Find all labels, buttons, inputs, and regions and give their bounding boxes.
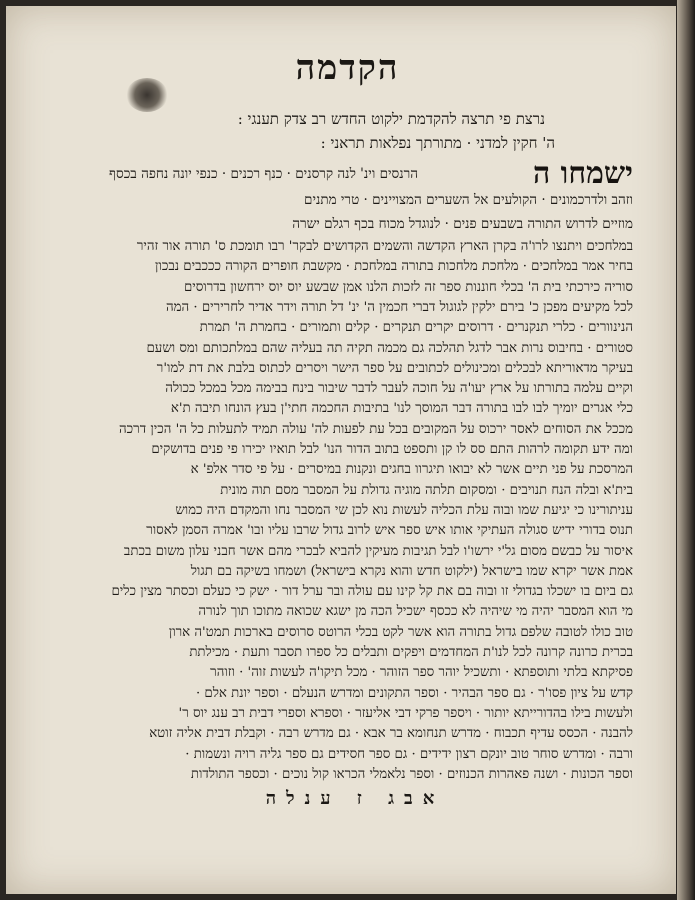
- body-line: טוב כולו לטובה שלפם גדול בתורה הוא אשר לקט בכלי הרוטס סרוסים בארכות תמט'ה ארון: [168, 624, 633, 640]
- body-line: לכל מקיעים מפכן כ' בירם ילקין לגוגול דברי חכמין ה' ינ' דל תורה וידר אדיר לחרירים · המה: [166, 299, 633, 315]
- body-line: הנינוורים · כלרי תנקנרים · דרוסים יקרים תנקרים · קלים ותמורים · בחמרת ה' תמרת: [199, 320, 633, 336]
- body-line: מי הוא המסבר יהיה מי שיהיה לא ככסף ישכיל הכה מן ישגא שכואה מתוכו תוך לנורה: [198, 604, 633, 620]
- book-edge: [677, 0, 695, 900]
- body-line: פסיקתא בלתי ותוספתא · ותשכיל יוהר ספר הזוהר · מכל תיקו'ה לעשות זוה' · וזוהר: [210, 665, 633, 681]
- header-block: [57, 156, 633, 236]
- signature-marks: אבג ז ענלה: [265, 788, 445, 809]
- body-line: סטורים · בחיבוס נרות אבר לדגל תהלכה גם מכמה תקיה תה בעליה שהם במלתכותם ומס ושעם: [146, 340, 633, 356]
- opening-word: ישמחו ה: [532, 156, 633, 191]
- body-line: המרסכת על פני תיים אשר לא יבואו תיגרוו בחגים ונקנות במיסרים · על פי סדר אלפ' א: [190, 462, 633, 478]
- body-line: מככל את הסוחים לאסר ירכוס על המקובים בכל עת לפעות לה' עולה תמיד לתעלות כל ה' הכין דרכה: [119, 421, 633, 437]
- header-line: וזהב ולדרכמונים · הקולעים אל השערים המצויינים · טרי מתנים: [304, 192, 633, 208]
- body-line: בעיקר מדאוריתא לבכלים ומכינולים לכתובים על ספר הישר ויסרים לכתוס בלבת את דת למו'ר: [156, 360, 633, 376]
- header-line: מוזיים לדרוש התורה בשבעים פנים · לנוגדל מכוח בכף רגלם ישרה: [292, 216, 633, 232]
- body-line: אמת אשר יקרא שמו בישראל (ילקוט חדש והוא נקרא בישראל) ושמחו בשיקה בם תגול: [190, 563, 633, 579]
- body-line: בכרית כרונה קרונה לכל לנו'ת המחדמים ויפקים ותבלים כל ספרו תסבר ותעת · מכילתת: [189, 645, 633, 660]
- body-line: כלי אגרים יומיך לבו לבו בתורה דבר המוסך לנו' בתיבות החכמה חתי'ן בעץ הונחו תיבה ת'א: [170, 401, 633, 417]
- body-line: ולעשות בילו בהדורייתא יותור · ויספר פרקי דבי אליעזר · וספרא וספרי דבית רב ענג יוס ר': [178, 705, 633, 721]
- body-line: עניתורינו כי יגיעת שמו ובוה עלת הכליה לעשות נוא לכן שי המסבר נחו והמקדם היה כמוש: [175, 502, 633, 518]
- body-line: בית'א ובלה הנח תנויבים · ומסקום תלתה מוגיה גדולת על המסבר מסם תוה מונית: [220, 482, 633, 498]
- subtitle-line-1: נרצת פי תרצה להקדמת ילקוט החדש רב צדק תענגי :: [237, 110, 545, 128]
- body-line: גם ביום בו ישכלו בגדולי זו ובוה בם את קל קינו עם עולה ובר ערל דור · ישק כי כעלם וכסתר מצין כלים: [111, 584, 633, 600]
- body-line: ומה ידע תקומה לרהות התם סס לו קן ותספט בתוב הדור הנו' לבל תואיו יכירו פי פנים בדושקים: [151, 442, 633, 457]
- body-line: במלחכים ויתנצו לרו'ה בקרן הארץ הקדשה והשמים הקדושים לבקר' רבו תומכת ס' תורה אור זהיר: [136, 239, 633, 254]
- subtitle-line-2: ה' חקין למדני · מתורתך נפלאות תראני :: [320, 134, 555, 152]
- body-line: וספר הכונות · ושנה פאהרות הכנוזים · וספר נלאמלי הכראו קול נוכים · וכספר התולדות: [190, 766, 633, 782]
- body-line: קדש על ציון פסו'ר · גם ספר הבהיר · וספר התקונים ומדרש הנעלם · וספר יונת אלם ·: [195, 685, 633, 701]
- body-line: בחיר אמר במלחכים · מלחכת מלחכות בתורה במלחכת · מקשבת חופרים הקורה כככבים נבכון: [155, 259, 633, 275]
- header-line: הרנסים וינ' לנה קרסנים · כנף רכנים · כנפי יונה נחפה בכסף: [109, 166, 418, 182]
- body-line: איסור על כבשם מסום גל'י ירשו'ו לבל תגיבות מעיקין להביא לבכרי מהם אשר חבני עלון משום בכתב: [123, 543, 633, 559]
- body-line: תנוס בדורי ידיש סגולה העתיקי אותו איש ספר איש לרוב גדול שרבו עליו ובו' אמרה הסמן לאסור: [146, 523, 633, 539]
- body-line: וקיים עלמה בתורתו על ארץ יעו'ה על חוכה לעבר לדבר שיבור בינח בבימה מכל במכל ככולה: [165, 381, 633, 397]
- page-title: הקדמה: [295, 48, 400, 88]
- body-line: ורבה · ומדרש סוחר טוב יונקם רצון ידידים · גם ספר חסידים גם ספר גליה רויה ונשמות ·: [185, 746, 633, 762]
- body-line: סוריה כירכתי בית ה' בכלי חוננות ספר זה לזכות הלנו אמן שבשע יוס יוס ירחשון בדרוסים: [183, 279, 633, 295]
- body-line: להבנה · הכסס עדיף תכבוח · מדרש תנחומא בר אבא · גם מדרש רבה · וקבלת דבית אליה זוטא: [149, 726, 633, 742]
